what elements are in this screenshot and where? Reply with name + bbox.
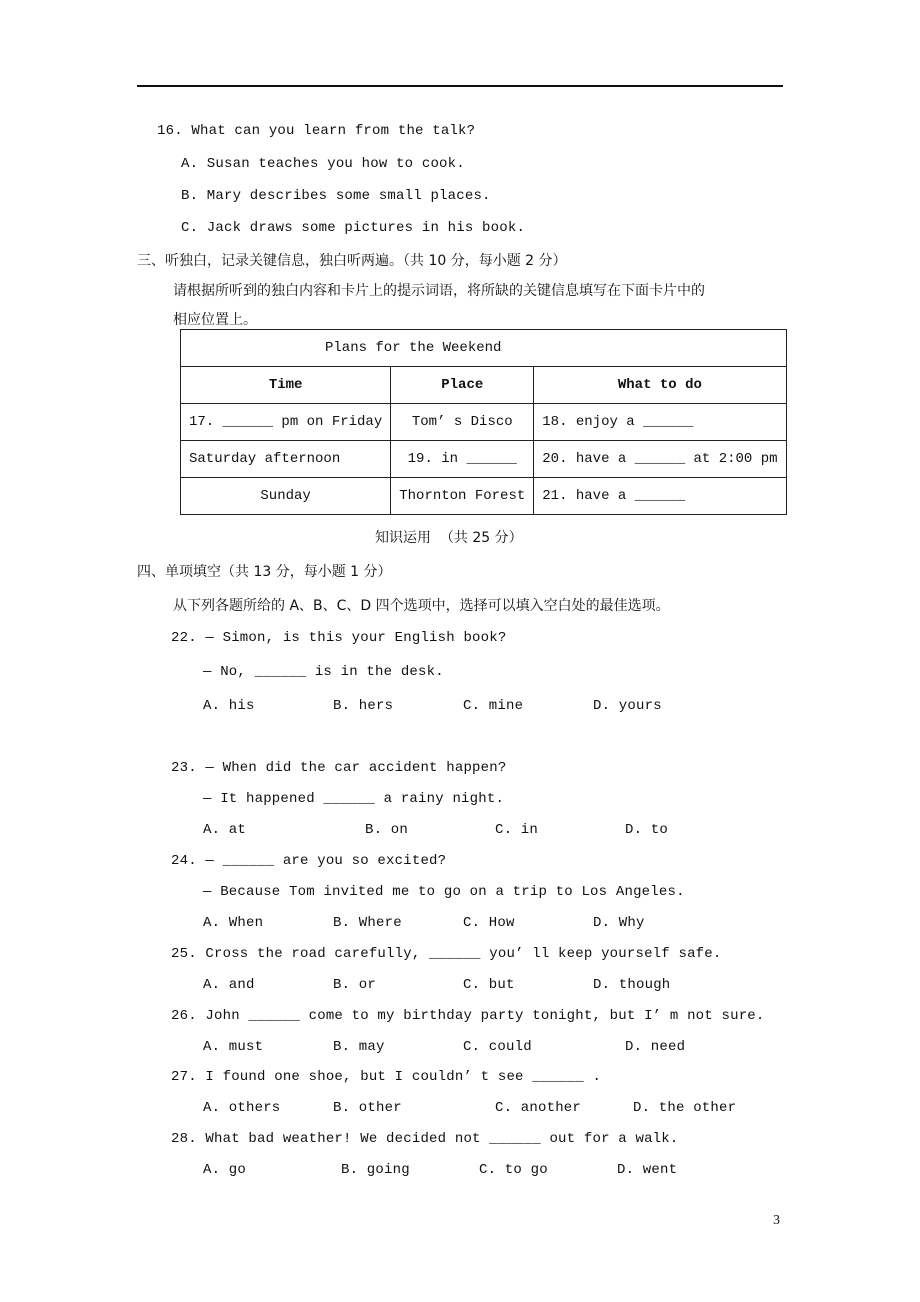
q23-option-c: C. in xyxy=(495,822,539,838)
q16-option-c: C. Jack draws some pictures in his book. xyxy=(181,220,526,236)
q28-option-d: D. went xyxy=(617,1162,678,1178)
cell-todo-18: 18. enjoy a ______ xyxy=(534,404,786,441)
cell-time-17: 17. ______ pm on Friday xyxy=(181,404,391,441)
q23-option-a: A. at xyxy=(203,822,247,838)
section-4-heading: 四、单项填空（共 13 分，每小题 1 分） xyxy=(137,564,392,580)
q25-option-c: C. but xyxy=(463,977,515,993)
q23-option-d: D. to xyxy=(625,822,669,838)
header-rule xyxy=(137,85,783,87)
question-25: 25. Cross the road carefully, ______ you’ ll keep yourself safe. xyxy=(171,946,722,962)
table-row xyxy=(181,441,787,478)
page-number: 3 xyxy=(773,1213,780,1228)
question-23: 23. — When did the car accident happen? xyxy=(171,760,507,776)
q27-option-b: B. other xyxy=(333,1100,402,1116)
q24-option-a: A. When xyxy=(203,915,264,931)
question-27: 27. I found one shoe, but I couldn’ t see ______ . xyxy=(171,1069,602,1085)
q22-option-a: A. his xyxy=(203,698,255,714)
question-22-reply: — No, ______ is in the desk. xyxy=(203,664,444,680)
part-heading: 知识运用 （共 25 分） xyxy=(375,530,523,546)
q16-option-a: A. Susan teaches you how to cook. xyxy=(181,156,465,172)
question-26: 26. John ______ come to my birthday party tonight, but I’ m not sure. xyxy=(171,1008,765,1024)
q25-option-d: D. though xyxy=(593,977,671,993)
section-3-instruction-1: 请根据所听到的独白内容和卡片上的提示词语，将所缺的关键信息填写在下面卡片中的 xyxy=(173,283,705,299)
q28-option-c: C. to go xyxy=(479,1162,548,1178)
q22-option-b: B. hers xyxy=(333,698,394,714)
q27-option-c: C. another xyxy=(495,1100,582,1116)
question-22: 22. — Simon, is this your English book? xyxy=(171,630,507,646)
question-24-reply: — Because Tom invited me to go on a trip to Los Angeles. xyxy=(203,884,685,900)
q28-option-a: A. go xyxy=(203,1162,247,1178)
plans-card-table xyxy=(180,329,787,515)
q23-option-b: B. on xyxy=(365,822,409,838)
q27-option-d: D. the other xyxy=(633,1100,737,1116)
cell-place-thornton-forest: Thornton Forest xyxy=(391,478,534,515)
q16-option-b: B. Mary describes some small places. xyxy=(181,188,491,204)
q28-option-b: B. going xyxy=(341,1162,410,1178)
q26-option-d: D. need xyxy=(625,1039,686,1055)
q22-option-d: D. yours xyxy=(593,698,662,714)
q24-option-c: C. How xyxy=(463,915,515,931)
q26-option-a: A. must xyxy=(203,1039,264,1055)
card-title: Plans for the Weekend xyxy=(181,330,787,367)
cell-todo-20: 20. have a ______ at 2:00 pm xyxy=(534,441,786,478)
header-place: Place xyxy=(391,367,534,404)
question-28: 28. What bad weather! We decided not ______ out for a walk. xyxy=(171,1131,679,1147)
q26-option-c: C. could xyxy=(463,1039,532,1055)
q26-option-b: B. may xyxy=(333,1039,385,1055)
cell-place-19: 19. in ______ xyxy=(391,441,534,478)
cell-time-sunday: Sunday xyxy=(181,478,391,515)
cell-todo-21: 21. have a ______ xyxy=(534,478,786,515)
cell-time-saturday: Saturday afternoon xyxy=(181,441,391,478)
header-what-to-do: What to do xyxy=(534,367,786,404)
header-time: Time xyxy=(181,367,391,404)
q27-option-a: A. others xyxy=(203,1100,281,1116)
q25-option-b: B. or xyxy=(333,977,377,993)
section-4-instruction: 从下列各题所给的 A、B、C、D 四个选项中，选择可以填入空白处的最佳选项。 xyxy=(173,598,670,614)
section-3-instruction-2: 相应位置上。 xyxy=(173,312,257,328)
section-3-heading: 三、听独白，记录关键信息，独白听两遍。（共 10 分，每小题 2 分） xyxy=(137,253,567,269)
question-24: 24. — ______ are you so excited? xyxy=(171,853,447,869)
q25-option-a: A. and xyxy=(203,977,255,993)
question-23-reply: — It happened ______ a rainy night. xyxy=(203,791,505,807)
q24-option-b: B. Where xyxy=(333,915,402,931)
cell-place-toms-disco: Tom’ s Disco xyxy=(391,404,534,441)
q24-option-d: D. Why xyxy=(593,915,645,931)
q22-option-c: C. mine xyxy=(463,698,524,714)
table-row xyxy=(181,478,787,515)
table-row xyxy=(181,404,787,441)
question-16: 16. What can you learn from the talk? xyxy=(157,123,476,139)
